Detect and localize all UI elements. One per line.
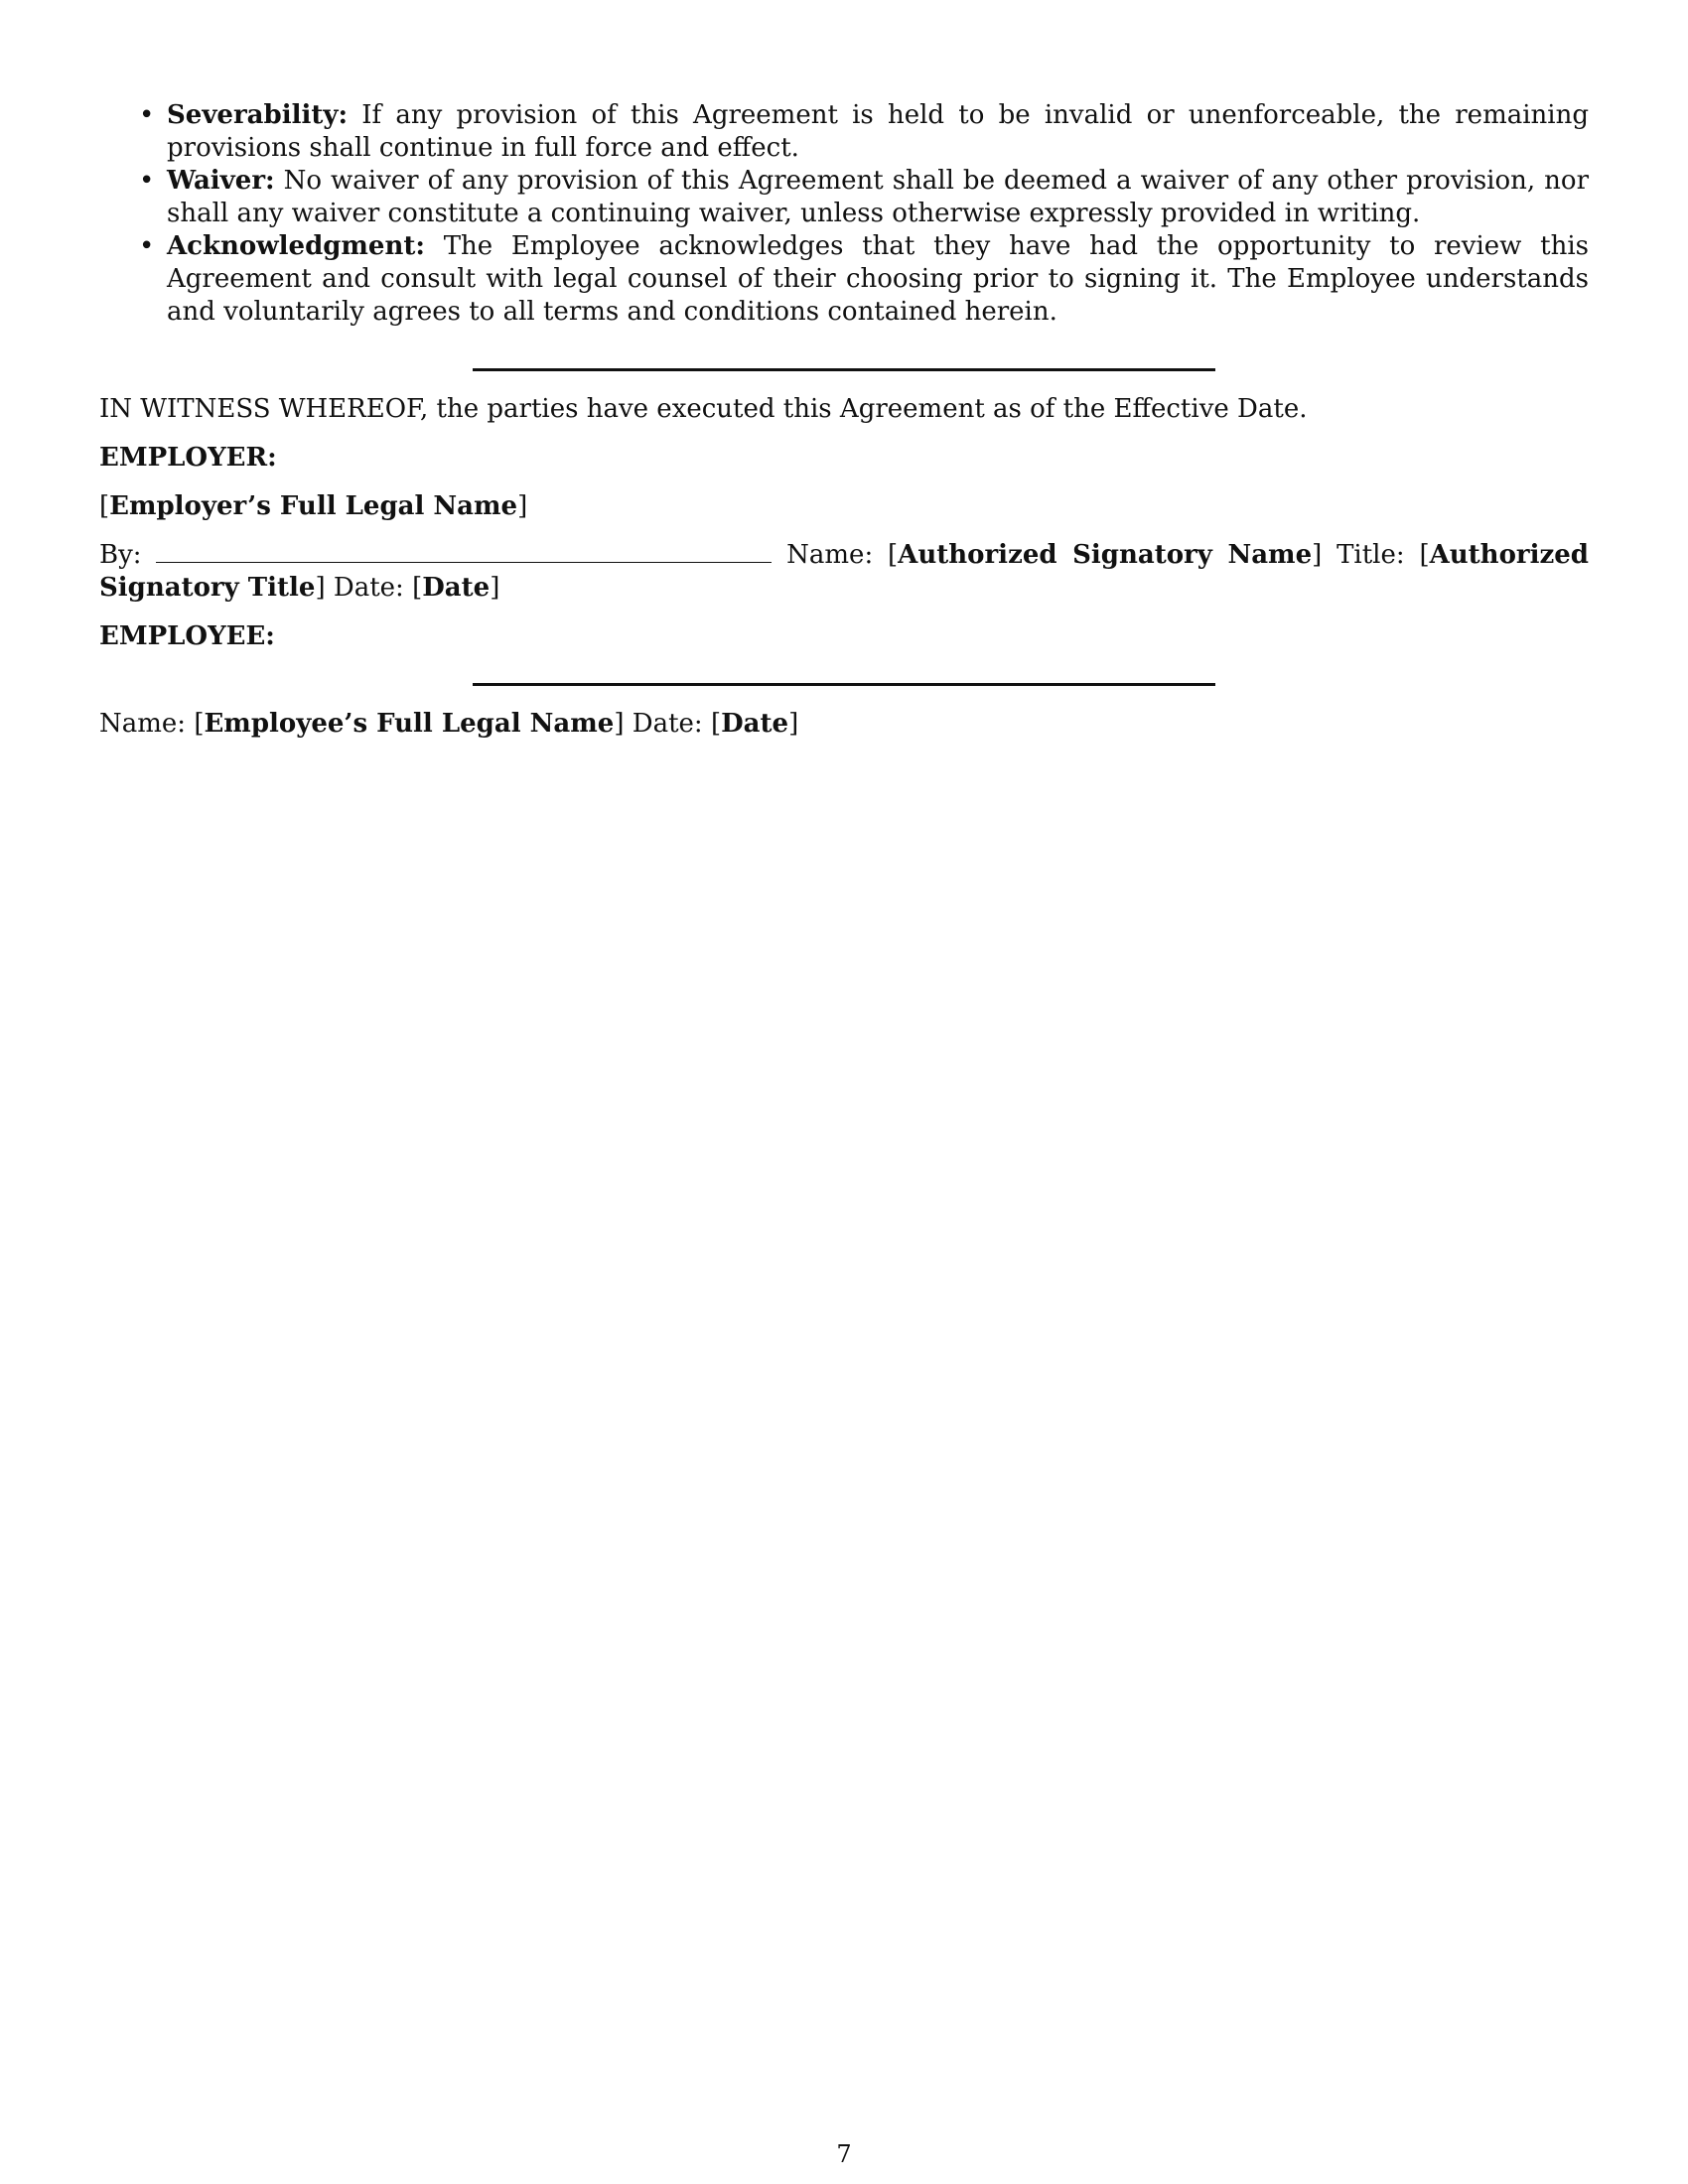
witness-statement: IN WITNESS WHEREOF, the parties have executed this Agreement as of the Effective Date.: [99, 394, 1308, 424]
horizontal-rule: [473, 368, 1215, 371]
provision-text: No waiver of any provision of this Agreement shall be deemed a waiver of any other provision, nor shall any waiver constitute a continuing waiver, unless otherwise expressly provided in writing.: [167, 166, 1589, 228]
date-label: Date:: [325, 573, 413, 603]
employee-signature-line[interactable]: [473, 683, 1215, 686]
provision-term: Waiver:: [167, 166, 275, 196]
employee-date-placeholder: Date: [721, 709, 789, 739]
provisions-list: [99, 99, 1589, 329]
employee-date-label: Date:: [624, 709, 711, 739]
bullet-icon: •: [139, 100, 155, 130]
list-item-waiver: [139, 165, 1589, 230]
by-label: By:: [99, 540, 157, 570]
provision-text: If any provision of this Agreement is held to be invalid or unenforceable, the remaining provisions shall continue in full force and effect.: [167, 100, 1589, 163]
document-page: [99, 99, 1589, 741]
provision-term: Severability:: [167, 100, 349, 130]
signatory-title-placeholder: Authorized Signatory Title: [99, 540, 1589, 603]
employee-heading: EMPLOYEE:: [99, 621, 275, 651]
employer-legal-name-placeholder: Employer’s Full Legal Name: [109, 491, 518, 521]
list-item-severability: [139, 99, 1589, 165]
employer-signature-block: By: Name: [Authorized Signatory Name] Title: [Authorized Signatory Title] Date: [Date]: [99, 540, 1589, 603]
name-label: Name:: [772, 540, 888, 570]
signatory-name-placeholder: Authorized Signatory Name: [898, 540, 1313, 570]
employer-signature-line[interactable]: [156, 560, 772, 563]
provision-text: The Employee acknowledges that they have had the opportunity to review this Agreement and consult with legal counsel of their choosing prior to signing it. The Employee understands and voluntarily agrees to all terms and conditions contained herein.: [167, 231, 1589, 327]
list-item-acknowledgment: [139, 230, 1589, 329]
employee-legal-name-placeholder: Employee’s Full Legal Name: [204, 709, 615, 739]
page-number: 7: [836, 2140, 852, 2168]
employee-signature-block: Name: [Employee’s Full Legal Name] Date: [Date]: [99, 709, 799, 739]
employer-date-placeholder: Date: [422, 573, 491, 603]
provision-term: Acknowledgment:: [167, 231, 425, 261]
employer-heading: EMPLOYER:: [99, 443, 277, 473]
bullet-icon: •: [139, 166, 155, 196]
employee-name-label: Name:: [99, 709, 195, 739]
employer-legal-name: [Employer’s Full Legal Name]: [99, 491, 528, 521]
bullet-icon: •: [139, 231, 155, 261]
title-label: Title:: [1322, 540, 1420, 570]
